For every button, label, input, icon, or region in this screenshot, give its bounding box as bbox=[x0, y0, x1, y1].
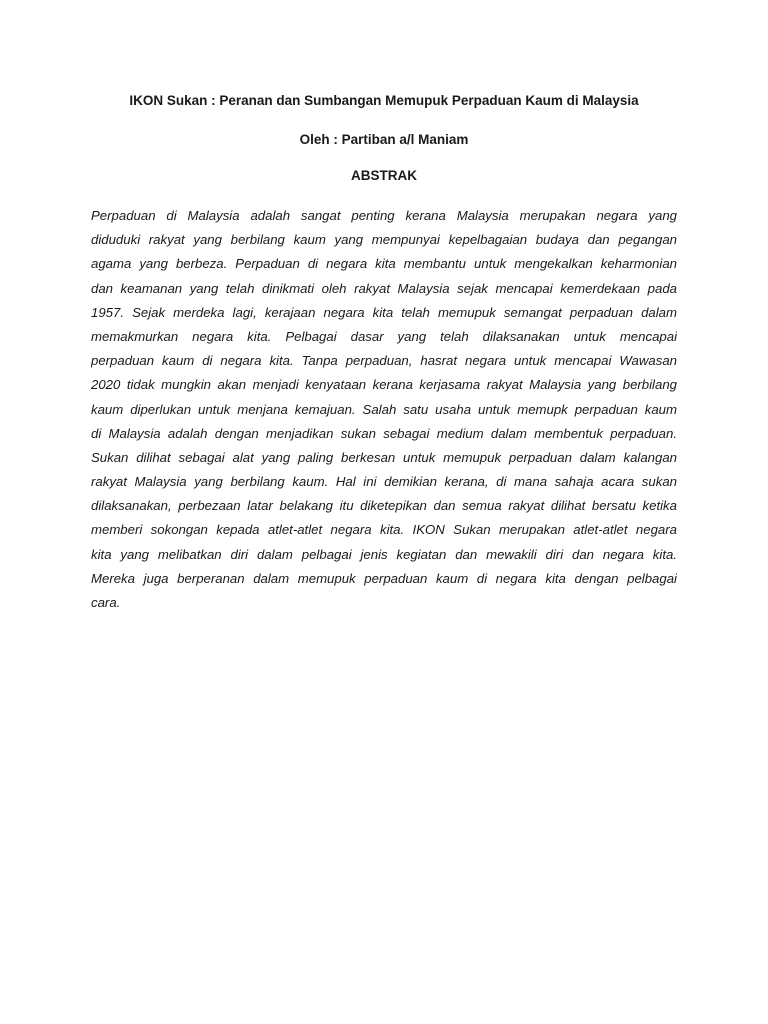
abstract-line: cara. bbox=[91, 595, 121, 610]
abstract-line: memberi sokongan kepada atlet-atlet negara kita. IKON Sukan merupakan atlet-atlet negara bbox=[91, 522, 677, 538]
abstract-line: memakmurkan negara kita. Pelbagai dasar yang telah dilaksanakan untuk mencapai bbox=[91, 328, 677, 344]
abstract-line: Perpaduan di Malaysia adalah sangat penting kerana Malaysia merupakan negara yang bbox=[91, 208, 677, 223]
section-heading: ABSTRAK bbox=[351, 168, 417, 183]
abstract-line: dilaksanakan, perbezaan latar belakang itu diketepikan dan semua rakyat dilihat bersatu ketika bbox=[91, 498, 677, 514]
abstract-line: 1957. Sejak merdeka lagi, kerajaan negara kita telah memupuk semangat perpaduan dalam bbox=[91, 304, 677, 320]
abstract-line: di Malaysia adalah dengan menjadikan sukan sebagai medium dalam membentuk perpaduan. bbox=[91, 425, 677, 441]
abstract-line: Sukan dilihat sebagai alat yang paling berkesan untuk memupuk perpaduan dalam kalangan bbox=[91, 449, 677, 465]
abstract-line: agama yang berbeza. Perpaduan di negara kita membantu untuk mengekalkan keharmonian bbox=[91, 256, 677, 272]
abstract-line: 2020 tidak mungkin akan menjadi kenyataan kerana kerjasama rakyat Malaysia yang berbilang bbox=[91, 377, 677, 393]
abstract-line: rakyat Malaysia yang berbilang kaum. Hal ini demikian kerana, di mana sahaja acara sukan bbox=[91, 474, 677, 490]
abstract-paragraph bbox=[91, 204, 677, 615]
abstract-line: dan keamanan yang telah dinikmati oleh rakyat Malaysia sejak mencapai kemerdekaan pada bbox=[91, 280, 677, 296]
abstract-line: Mereka juga berperanan dalam memupuk perpaduan kaum di negara kita dengan pelbagai bbox=[91, 570, 677, 586]
abstract-line: kaum diperlukan untuk menjana kemajuan. Salah satu usaha untuk memupk perpaduan kaum bbox=[91, 401, 677, 417]
document-author: Oleh : Partiban a/l Maniam bbox=[299, 132, 469, 147]
document-title: IKON Sukan : Peranan dan Sumbangan Memupuk Perpaduan Kaum di Malaysia bbox=[129, 93, 639, 108]
abstract-line: perpaduan kaum di negara kita. Tanpa perpaduan, hasrat negara untuk mencapai Wawasan bbox=[91, 353, 677, 369]
abstract-line: kita yang melibatkan diri dalam pelbagai jenis kegiatan dan mewakili diri dan negara kita. bbox=[91, 546, 677, 562]
abstract-line: diduduki rakyat yang berbilang kaum yang mempunyai kepelbagaian budaya dan pegangan bbox=[91, 232, 677, 248]
